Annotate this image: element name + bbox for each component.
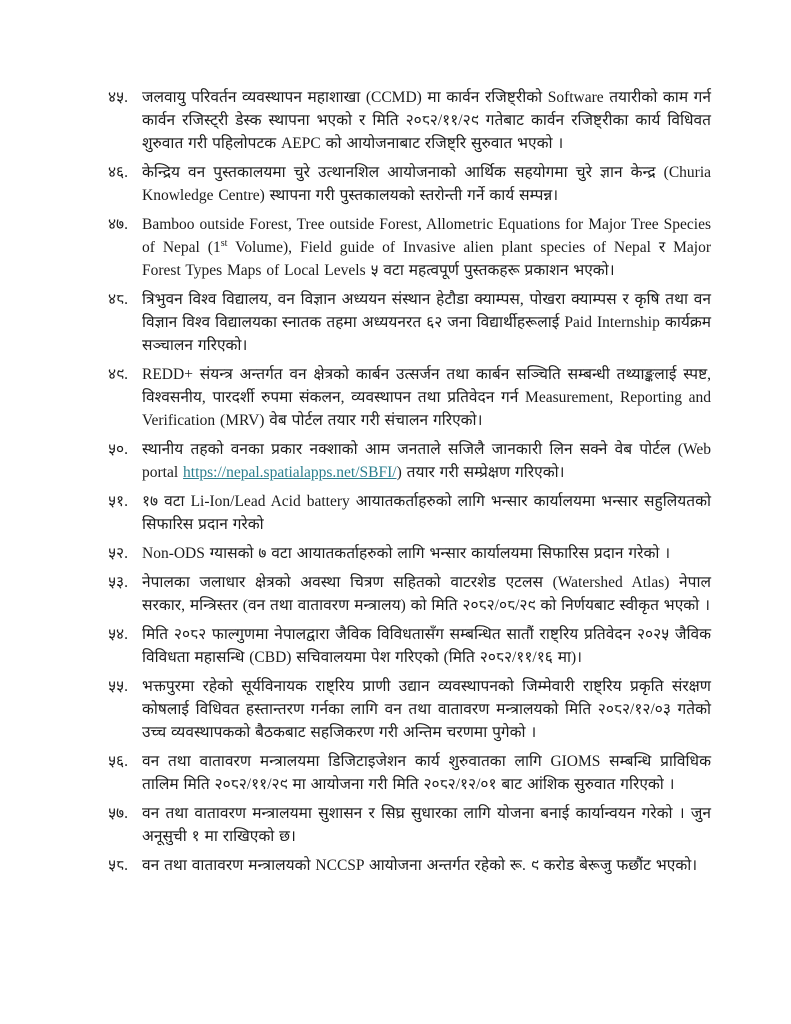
item-number: ५२. (108, 545, 128, 562)
item-text-segment: REDD+ संयन्त्र अन्तर्गत वन क्षेत्रको कार्बन उत्सर्जन तथा कार्बन सञ्चिति सम्बन्धी तथ्याङ्कलाई स्पष्ट, विश्वसनीय, पारदर्शी रुपमा संकलन, व्यवस्थापन तथा प्रतिवेदन गर्न Measurement, Reporting and Verification (MRV) वेब पोर्टल तयार गरी संचालन गरिएको। (142, 366, 711, 429)
item-text (142, 623, 711, 669)
item-text (142, 854, 711, 877)
item-text (142, 288, 711, 357)
item-number: ५१. (108, 493, 128, 510)
item-text (142, 802, 711, 848)
list-item (108, 623, 711, 669)
item-text-segment: नेपालका जलाधार क्षेत्रको अवस्था चित्रण सहितको वाटरशेड एटलस (Watershed Atlas) नेपाल सरकार, मन्त्रिस्तर (वन तथा वातावरण मन्त्रालय) को मिति २०८२/०८/२९ को निर्णयबाट स्वीकृत भएको । (142, 574, 711, 614)
item-text (142, 438, 711, 484)
item-text (142, 213, 711, 282)
superscript-text: st (220, 237, 228, 249)
list-item (108, 802, 711, 848)
item-text-segment: भक्तपुरमा रहेको सूर्यविनायक राष्ट्रिय प्राणी उद्यान व्यवस्थापनको जिम्मेवारी राष्ट्रिय प्रकृति संरक्षण कोषलाई विधिवत हस्तान्तरण गर्नका लागि वन तथा वातावरण मन्त्रालयको मिति २०८२/१२/०३ गतेको उच्च व्यवस्थापकको बैठकबाट सहजिकरण गरी अन्तिम चरणमा पुगेको । (142, 678, 711, 741)
item-number: ४६. (108, 164, 128, 181)
list-item (108, 288, 711, 357)
list-item (108, 363, 711, 432)
item-number: ५६. (108, 753, 128, 770)
item-text (142, 490, 711, 536)
item-text-segment: Volume), Field guide of Invasive alien plant species of Nepal र Major Forest Types Maps of Local Levels ५ वटा महत्वपूर्ण पुस्तकहरू प्रकाशन भएको। (142, 239, 711, 279)
list-item (108, 86, 711, 155)
list-item (108, 542, 711, 565)
item-text-segment: ) तयार गरी सम्प्रेक्षण गरिएको। (396, 464, 565, 481)
item-text (142, 750, 711, 796)
item-text (142, 571, 711, 617)
item-text-segment: वन तथा वातावरण मन्त्रालयको NCCSP आयोजना अन्तर्गत रहेको रू. ९ करोड बेरूजु फछौंट भएको। (142, 857, 698, 874)
item-text-segment: मिति २०८२ फाल्गुणमा नेपालद्वारा जैविक विविधतासँग सम्बन्धित सातौं राष्ट्रिय प्रतिवेदन २०२५ जैविक विविधता महासन्धि (CBD) सचिवालयमा पेश गरिएको (मिति २०८२/११/१६ मा)। (142, 626, 711, 666)
item-number: ५८. (108, 857, 128, 874)
item-text-segment: त्रिभुवन विश्व विद्यालय, वन विज्ञान अध्ययन संस्थान हेटौडा क्याम्पस, पोखरा क्याम्पस र कृषि तथा वन विज्ञान विश्व विद्यालयका स्नातक तहमा अध्ययनरत ६२ जना विद्यार्थीहरूलाई Paid Internship कार्यक्रम सञ्चालन गरिएको। (142, 291, 711, 354)
list-item (108, 750, 711, 796)
list-item (108, 854, 711, 877)
item-number: ४९. (108, 366, 128, 383)
web-portal-link[interactable]: https://nepal.spatialapps.net/SBFI/ (183, 464, 397, 481)
item-number: ५५. (108, 678, 128, 695)
items-list (108, 86, 711, 877)
list-item (108, 438, 711, 484)
item-text-segment: Non-ODS ग्यासको ७ वटा आयातकर्ताहरुको लागि भन्सार कार्यालयमा सिफारिस प्रदान गरेको । (142, 545, 671, 562)
item-text-segment: Bamboo outside Forest, Tree outside Forest, Allometric Equations for Major Tree Species of Nepal (1 (142, 216, 711, 256)
list-item (108, 161, 711, 207)
item-text-segment: १७ वटा Li-Ion/Lead Acid battery आयातकर्ताहरुको लागि भन्सार कार्यालयमा भन्सार सहुलियतको सिफारिस प्रदान गरेको (142, 493, 711, 533)
list-item (108, 213, 711, 282)
item-text-segment: जलवायु परिवर्तन व्यवस्थापन महाशाखा (CCMD) मा कार्वन रजिष्ट्रीको Software तयारीको काम गर्न कार्वन रजिस्ट्री डेस्क स्थापना भएको र मिति २०८२/११/२९ गतेबाट कार्वन रजिष्ट्रीका कार्य विधिवत शुरुवात गरी पहिलोपटक AEPC को आयोजनाबाट रजिष्ट्रि सुरुवात भएको । (142, 89, 711, 152)
item-text-segment: वन तथा वातावरण मन्त्रालयमा सुशासन र सिघ्र सुधारका लागि योजना बनाई कार्यान्वयन गरेको । जुन अनूसुची १ मा राखिएको छ। (142, 805, 711, 845)
list-item (108, 675, 711, 744)
list-item (108, 571, 711, 617)
item-number: ४७. (108, 216, 128, 233)
item-number: ५४. (108, 626, 128, 643)
item-number: ४८. (108, 291, 128, 308)
item-number: ५३. (108, 574, 128, 591)
item-number: ४५. (108, 89, 128, 106)
item-text (142, 161, 711, 207)
item-text-segment: केन्द्रिय वन पुस्तकालयमा चुरे उत्थानशिल आयोजनाको आर्थिक सहयोगमा चुरे ज्ञान केन्द्र (Churia Knowledge Centre) स्थापना गरी पुस्तकालयको स्तरोन्ती गर्ने कार्य सम्पन्न। (142, 164, 711, 204)
item-text (142, 363, 711, 432)
item-text-segment: स्थानीय तहको वनका प्रकार नक्शाको आम जनताले सजिलै जानकारी लिन सक्ने वेब पोर्टल (Web portal (142, 441, 711, 481)
item-text (142, 675, 711, 744)
item-number: ५०. (108, 441, 128, 458)
item-text (142, 86, 711, 155)
item-text (142, 542, 711, 565)
item-text-segment: वन तथा वातावरण मन्त्रालयमा डिजिटाइजेशन कार्य शुरुवातका लागि GIOMS सम्बन्धि प्राविधिक तालिम मिति २०८२/११/२९ मा आयोजना गरी मिति २०८२/१२/०१ बाट आंशिक सुरुवात गरिएको । (142, 753, 711, 793)
item-number: ५७. (108, 805, 128, 822)
list-item (108, 490, 711, 536)
